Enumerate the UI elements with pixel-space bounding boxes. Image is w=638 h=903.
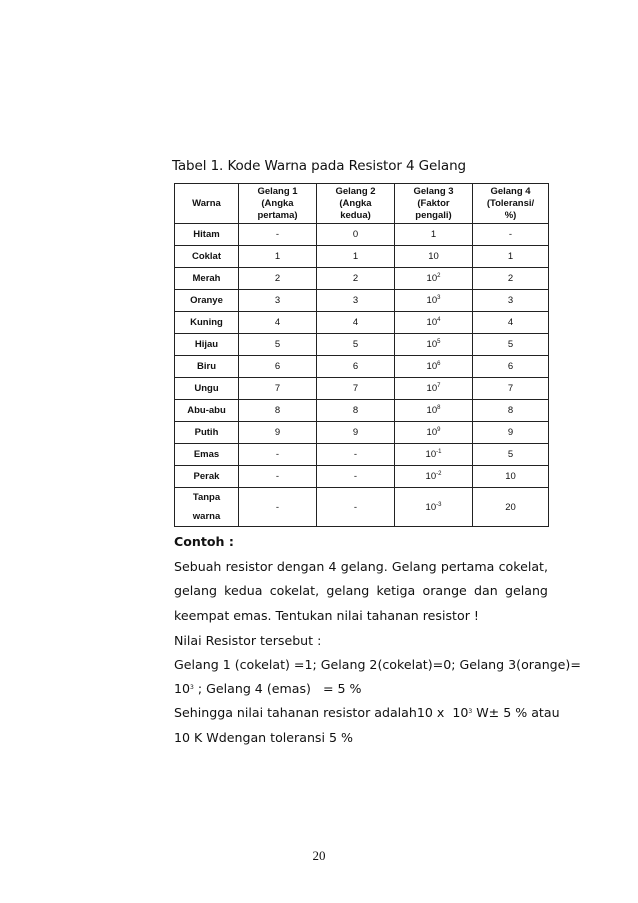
cell-gelang-1: 8: [239, 400, 317, 422]
table-row: [175, 224, 549, 246]
cell-gelang-3: $10^8$: [395, 400, 473, 422]
table-row: [175, 400, 549, 422]
cell-warna: Ungu: [175, 378, 239, 400]
cell-warna: Emas: [175, 444, 239, 466]
cell-gelang-2: 1: [317, 246, 395, 268]
cell-gelang-1: 6: [239, 356, 317, 378]
cell-gelang-3: $10^{-3}$: [395, 488, 473, 527]
table-row: [175, 312, 549, 334]
example-line-8: 10 K Wdengan toleransi 5 %: [174, 730, 353, 745]
page-number: 20: [312, 848, 326, 863]
table-row: [175, 290, 549, 312]
example-line-1: Sebuah resistor dengan 4 gelang. Gelang pertama cokelat,: [174, 559, 548, 574]
cell-gelang-2: 3: [317, 290, 395, 312]
example-line-7: Sehingga nilai tahanan resistor adalah 10 x $10^3$ W± 5 % atau: [174, 705, 560, 720]
cell-gelang-2: -: [317, 466, 395, 488]
cell-warna: Tanpa warna: [175, 488, 239, 527]
table-header-row: [175, 184, 549, 224]
cell-warna: Abu-abu: [175, 400, 239, 422]
cell-gelang-4: -: [473, 224, 549, 246]
cell-gelang-3: 1: [395, 224, 473, 246]
cell-gelang-3: 10: [395, 246, 473, 268]
table-row: [175, 444, 549, 466]
cell-gelang-1: 4: [239, 312, 317, 334]
cell-gelang-2: -: [317, 444, 395, 466]
resistor-color-table: [174, 183, 549, 527]
cell-gelang-3: $10^6$: [395, 356, 473, 378]
cell-gelang-1: 2: [239, 268, 317, 290]
cell-gelang-3: $10^4$: [395, 312, 473, 334]
cell-gelang-2: 9: [317, 422, 395, 444]
header-warna: Warna: [175, 184, 239, 224]
cell-gelang-4: 9: [473, 422, 549, 444]
cell-gelang-1: 1: [239, 246, 317, 268]
cell-gelang-4: 4: [473, 312, 549, 334]
header-gelang-1: Gelang 1 (Angka pertama): [239, 184, 317, 224]
cell-warna: Hitam: [175, 224, 239, 246]
cell-warna: Perak: [175, 466, 239, 488]
cell-gelang-4: 3: [473, 290, 549, 312]
cell-gelang-4: 20: [473, 488, 549, 527]
cell-gelang-2: 8: [317, 400, 395, 422]
cell-gelang-2: 0: [317, 224, 395, 246]
cell-gelang-1: -: [239, 466, 317, 488]
table-row: [175, 246, 549, 268]
example-line-6: $10^3$ ; Gelang 4 (emas) = 5 %: [174, 681, 362, 696]
header-gelang-3: Gelang 3 (Faktor pengali): [395, 184, 473, 224]
cell-gelang-4: 1: [473, 246, 549, 268]
cell-gelang-2: 5: [317, 334, 395, 356]
cell-gelang-3: $10^3$: [395, 290, 473, 312]
cell-gelang-4: 7: [473, 378, 549, 400]
cell-gelang-1: 7: [239, 378, 317, 400]
example-line-4: Nilai Resistor tersebut :: [174, 633, 322, 648]
cell-gelang-3: $10^2$: [395, 268, 473, 290]
cell-gelang-2: 7: [317, 378, 395, 400]
cell-gelang-1: 5: [239, 334, 317, 356]
cell-gelang-3: $10^{-2}$: [395, 466, 473, 488]
cell-warna: Kuning: [175, 312, 239, 334]
table-row: [175, 422, 549, 444]
table-row: [175, 488, 549, 527]
cell-gelang-1: 3: [239, 290, 317, 312]
table-row: [175, 378, 549, 400]
cell-warna: Putih: [175, 422, 239, 444]
cell-warna: Merah: [175, 268, 239, 290]
cell-gelang-3: $10^5$: [395, 334, 473, 356]
example-line-3: keempat emas. Tentukan nilai tahanan resistor !: [174, 608, 479, 623]
table-row: [175, 334, 549, 356]
example-heading: Contoh :: [174, 534, 234, 549]
cell-gelang-4: 8: [473, 400, 549, 422]
table-caption: Tabel 1. Kode Warna pada Resistor 4 Gelang: [171, 158, 467, 174]
cell-warna: Biru: [175, 356, 239, 378]
table-row: [175, 268, 549, 290]
table-row: [175, 466, 549, 488]
table-row: [175, 356, 549, 378]
header-gelang-4: Gelang 4 (Toleransi/ %): [473, 184, 549, 224]
cell-gelang-3: $10^{-1}$: [395, 444, 473, 466]
cell-gelang-1: -: [239, 488, 317, 527]
example-line-2: gelang kedua cokelat, gelang ketiga orange dan gelang: [174, 583, 548, 598]
cell-gelang-4: 10: [473, 466, 549, 488]
cell-gelang-1: 9: [239, 422, 317, 444]
cell-gelang-2: -: [317, 488, 395, 527]
cell-gelang-2: 4: [317, 312, 395, 334]
cell-warna: Coklat: [175, 246, 239, 268]
cell-warna: Hijau: [175, 334, 239, 356]
cell-gelang-1: -: [239, 444, 317, 466]
cell-gelang-4: 6: [473, 356, 549, 378]
cell-warna: Oranye: [175, 290, 239, 312]
cell-gelang-3: $10^7$: [395, 378, 473, 400]
cell-gelang-3: $10^9$: [395, 422, 473, 444]
cell-gelang-2: 2: [317, 268, 395, 290]
cell-gelang-4: 5: [473, 444, 549, 466]
cell-gelang-4: 5: [473, 334, 549, 356]
header-gelang-2: Gelang 2 (Angka kedua): [317, 184, 395, 224]
cell-gelang-2: 6: [317, 356, 395, 378]
cell-gelang-1: -: [239, 224, 317, 246]
cell-gelang-4: 2: [473, 268, 549, 290]
example-line-5: Gelang 1 (cokelat) =1; Gelang 2(cokelat)=0; Gelang 3(orange)=: [174, 657, 581, 672]
